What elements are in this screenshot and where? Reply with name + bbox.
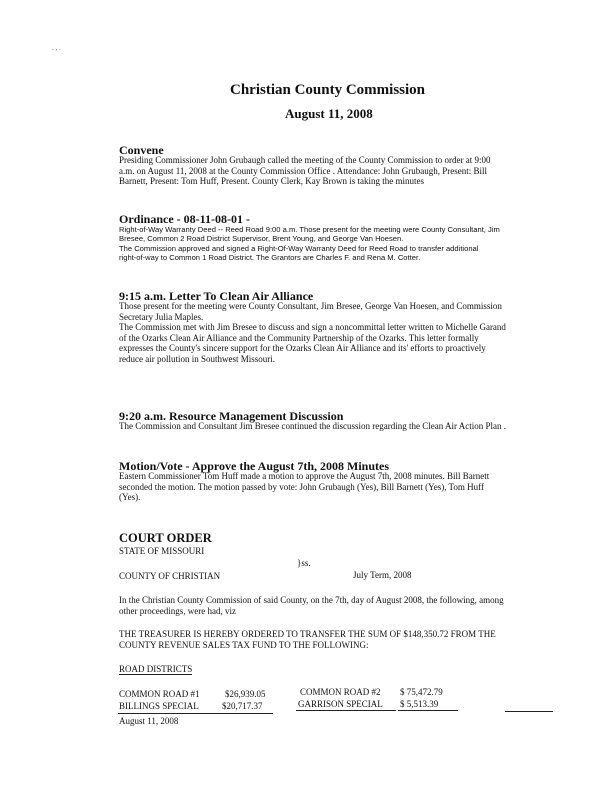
- section-body-convene: [119, 155, 559, 187]
- section-heading-letter: 9:15 a.m. Letter To Clean Air Alliance: [119, 289, 314, 303]
- body-line: Barnett, Present: Tom Huff, Present. County Clerk, Kay Brown is taking the minutes: [119, 176, 425, 187]
- fund-amount: $20,717.37: [222, 701, 263, 711]
- body-line: The Commission and Consultant Jim Bresee continued the discussion regarding the Clean Air Action Plan .: [119, 421, 506, 431]
- amount-underline: [296, 710, 396, 711]
- body-line: expresses the County's sincere support for the Ozarks Clean Air Alliance and its' efforts to proactively: [119, 343, 486, 354]
- body-line: (Yes).: [119, 492, 141, 503]
- court-order-heading: COURT ORDER: [119, 531, 212, 545]
- amount-underline: [398, 710, 458, 711]
- body-line: a.m. on August 11, 2008 at the County Commission Office . Attendance: John Grubaugh, Present: Bill: [119, 165, 487, 176]
- court-order-ss: }ss.: [297, 558, 311, 568]
- page-date: August 11, 2008: [285, 106, 373, 121]
- body-line: The Commission approved and signed a Right-Of-Way Warranty Deed for Reed Road to transfer additional: [119, 243, 479, 253]
- fund-name: COMMON ROAD #1: [119, 689, 200, 699]
- body-line: In the Christian County Commission of said County, on the 7th, day of August 2008, the following, among: [119, 595, 504, 605]
- section-body-letter: [119, 301, 559, 365]
- body-line: The Commission met with Jim Bresee to discuss and sign a noncommittal letter written to Michelle Garand: [119, 322, 506, 333]
- section-body-ordinance: [119, 225, 559, 262]
- section-heading-ordinance: Ordinance - 08-11-08-01 -: [119, 212, 250, 226]
- body-line: other proceedings, were had, viz: [119, 605, 236, 616]
- court-order-state: STATE OF MISSOURI: [119, 546, 205, 556]
- body-line: COUNTY REVENUE SALES TAX FUND TO THE FOLLOWING:: [119, 639, 369, 650]
- page-title: Christian County Commission: [230, 82, 426, 98]
- section-body-motion: [119, 471, 559, 503]
- footer-date: August 11, 2008: [119, 716, 179, 726]
- section-heading-convene: Convene: [119, 143, 164, 157]
- section-heading-resource: 9:20 a.m. Resource Management Discussion: [119, 409, 344, 423]
- body-line: Bresee, Common 2 Road District Supervisor, Brent Young, and George Van Hoesen.: [119, 234, 404, 244]
- body-line: Those present for the meeting were County Consultant, Jim Bresee, George Van Hoesen, and Commission: [119, 301, 502, 311]
- road-districts-label: ROAD DISTRICTS: [119, 664, 193, 674]
- body-line: reduce air pollution in Southwest Missouri.: [119, 353, 275, 364]
- court-order-county: COUNTY OF CHRISTIAN: [119, 571, 221, 581]
- court-order-term: July Term, 2008: [353, 570, 412, 580]
- corner-mark: . , .: [52, 44, 61, 52]
- fund-amount: $26,939.05: [225, 689, 266, 699]
- fund-name: GARRISON SPECIAL: [298, 699, 383, 709]
- fund-amount: $ 75,472.79: [400, 687, 443, 697]
- fund-amount: $ 5,513.39: [400, 699, 439, 709]
- body-line: Eastern Commissioner Tom Huff made a motion to approve the August 7th, 2008 minutes. Bill Barnett: [119, 471, 490, 481]
- body-line: seconded the motion. The motion passed by vote: John Grubaugh (Yes), Bill Barnett (Yes), Tom Huff: [119, 481, 485, 492]
- body-line: right-of-way to Common 1 Road District. The Grantors are Charles F. and Rena M. Cotter.: [119, 252, 421, 262]
- body-line: THE TREASURER IS HEREBY ORDERED TO TRANSFER THE SUM OF $148,350.72 FROM THE: [119, 629, 496, 639]
- section-body-resource: [119, 421, 559, 432]
- body-line: Presiding Commissioner John Grubaugh called the meeting of the County Commission to order at 9:00: [119, 155, 491, 165]
- body-line: Secretary Julia Maples.: [119, 311, 204, 322]
- fund-name: BILLINGS SPECIAL: [119, 701, 199, 711]
- signature-line: [505, 711, 553, 712]
- court-order-intro: [119, 595, 559, 616]
- amount-underline: [118, 713, 273, 714]
- section-heading-motion: Motion/Vote - Approve the August 7th, 2008 Minutes: [119, 459, 390, 473]
- body-line: of the Ozarks Clean Air Alliance and the Community Partnership of the Ozarks. This letter formally: [119, 332, 479, 343]
- fund-name: COMMON ROAD #2: [300, 687, 381, 697]
- court-order-transfer: [119, 629, 559, 650]
- body-line: Right-of-Way Warranty Deed -- Reed Road 9:00 a.m. Those present for the meeting were County Consultant, Jim: [119, 225, 500, 234]
